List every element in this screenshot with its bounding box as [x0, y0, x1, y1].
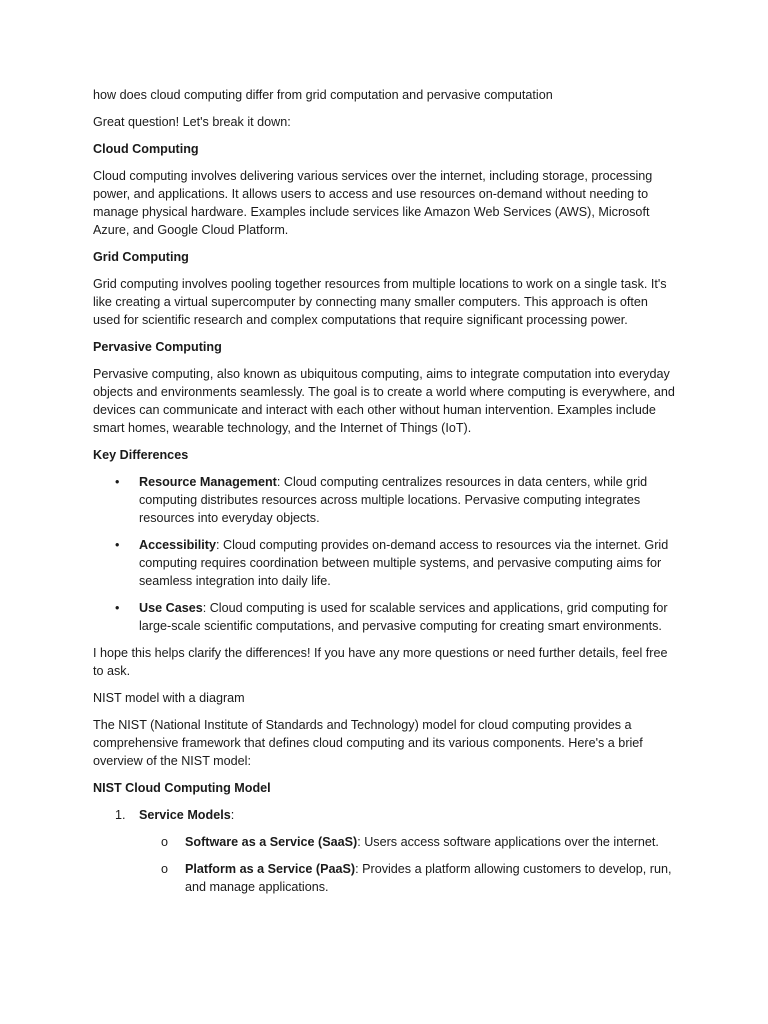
cloud-computing-body: Cloud computing involves delivering various services over the internet, including storage, processing power, and applications. It allows users to access and use resources on-demand without needing to manage physical hardware. Examples include services like Amazon Web Services (AWS), Microsoft Azure, and Google Cloud Platform. — [93, 169, 653, 237]
list-item-text: : Cloud computing is used for scalable services and applications, grid computing for large-scale scientific computations, and pervasive computing for creating smart environments. — [139, 601, 668, 633]
list-item — [93, 536, 678, 590]
pervasive-computing-heading: Pervasive Computing — [93, 340, 222, 354]
service-models-list — [139, 833, 678, 896]
cloud-computing-heading: Cloud Computing — [93, 142, 199, 156]
list-item-text: : Provides a platform allowing customers to develop, run, and manage applications. — [185, 862, 672, 894]
nist-numbered-list — [93, 806, 678, 896]
key-differences-list — [93, 473, 678, 635]
list-item-term: Service Models — [139, 808, 231, 822]
key-differences-heading: Key Differences — [93, 448, 189, 462]
list-item-term: Use Cases — [139, 601, 203, 615]
pervasive-computing-body: Pervasive computing, also known as ubiquitous computing, aims to integrate computation into everyday objects and environments seamlessly. The goal is to create a world where computing is everywhere, and devices can communicate and interact with each other without human intervention. Examples include smart homes, wearable technology, and the Internet of Things (IoT). — [93, 367, 675, 435]
bullet-icon: • — [115, 601, 120, 615]
list-item-text: : Users access software applications over the internet. — [357, 835, 659, 849]
document-page — [93, 86, 678, 905]
closing-text: I hope this helps clarify the differences! If you have any more questions or need further details, feel free to ask. — [93, 646, 668, 678]
nist-question: NIST model with a diagram — [93, 691, 245, 705]
bullet-icon: • — [115, 538, 120, 552]
list-item — [93, 599, 678, 635]
list-item-term: Platform as a Service (PaaS) — [185, 862, 356, 876]
grid-computing-heading: Grid Computing — [93, 250, 189, 264]
list-item-term: Software as a Service (SaaS) — [185, 835, 358, 849]
circle-bullet-icon: o — [161, 835, 169, 849]
circle-bullet-icon: o — [161, 862, 169, 876]
list-item-text: : Cloud computing centralizes resources in data centers, while grid computing distributes resources across multiple locations. Pervasive computing integrates resources into everyday objects. — [139, 475, 648, 525]
nist-model-heading: NIST Cloud Computing Model — [93, 781, 271, 795]
list-item-term: Accessibility — [139, 538, 217, 552]
list-item-term: Resource Management — [139, 475, 277, 489]
list-item — [93, 473, 678, 527]
nist-intro: The NIST (National Institute of Standards and Technology) model for cloud computing provides a comprehensive framework that defines cloud computing and its various components. Here's a brief overview of the NIST model: — [93, 718, 643, 768]
list-number: 1. — [115, 808, 126, 822]
list-item — [139, 833, 678, 851]
list-item-suffix: : — [230, 808, 235, 822]
grid-computing-body: Grid computing involves pooling together resources from multiple locations to work on a single task. It's like creating a virtual supercomputer by connecting many smaller computers. This approach is often used for scientific research and complex computations that require significant processing power. — [93, 277, 667, 327]
bullet-icon: • — [115, 475, 120, 489]
list-item — [139, 860, 678, 896]
user-question: how does cloud computing differ from grid computation and pervasive computation — [93, 88, 553, 102]
list-item-text: : Cloud computing provides on-demand access to resources via the internet. Grid computing requires coordination between multiple systems, and pervasive computing aims for seamless integration into daily life. — [139, 538, 669, 588]
answer-intro: Great question! Let's break it down: — [93, 115, 291, 129]
list-item — [93, 806, 678, 896]
